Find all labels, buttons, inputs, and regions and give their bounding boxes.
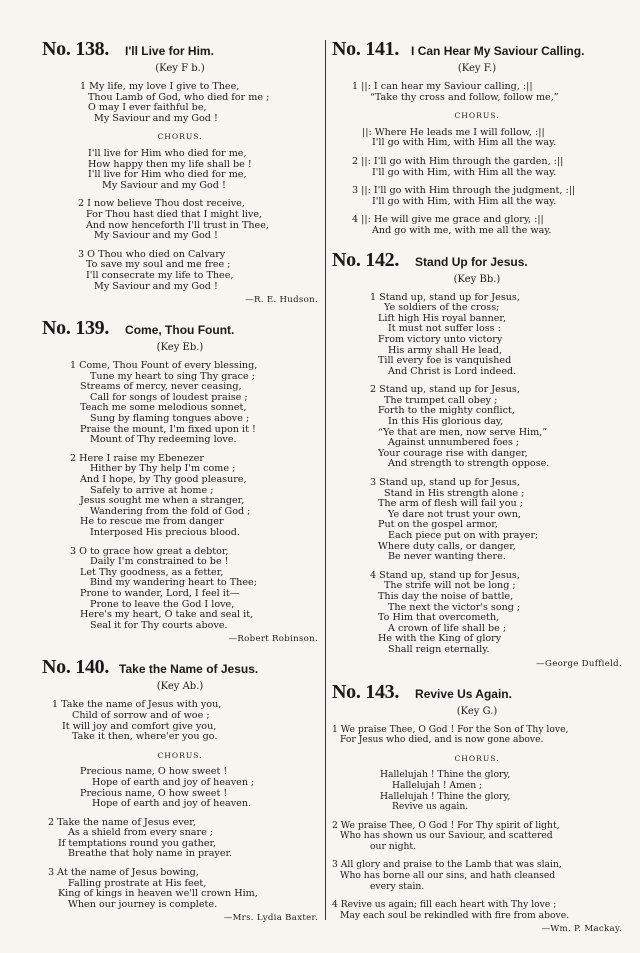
hymn-key: (Key F.) <box>457 63 497 74</box>
hymn-author: —R. E. Hudson. <box>245 295 318 306</box>
verse-line: 3 O to grace how great a debtor, <box>70 545 229 557</box>
verse-line: May each soul be rekindled with fire from above. <box>340 909 570 921</box>
verse-line: Safely to arrive at home ; <box>90 484 214 496</box>
verse-line: He to rescue me from danger <box>80 516 224 528</box>
stanza-2 <box>332 385 622 470</box>
hymn-text <box>42 82 318 292</box>
hymn-header <box>42 317 318 340</box>
stanza-3 <box>332 860 622 892</box>
chorus <box>42 767 318 809</box>
stanza-2 <box>332 821 622 853</box>
verse-line: Mount of Thy redeeming love. <box>90 434 237 446</box>
hymn-number: No. 138. <box>42 38 110 60</box>
verse-line: As a shield from every snare ; <box>68 827 214 839</box>
stanza-1 <box>42 361 318 446</box>
chorus-label: CHORUS. <box>157 132 203 142</box>
verse-line: 4 Stand up, stand up for Jesus, <box>370 569 520 581</box>
verse-line: If temptations round you gather, <box>58 837 217 849</box>
hymn-text <box>332 293 622 656</box>
stanza-3 <box>42 250 318 292</box>
stanza-3 <box>42 868 318 910</box>
verse-line: Shall reign eternally. <box>388 643 490 655</box>
verse-line: Bind my wandering heart to Thee; <box>90 577 257 589</box>
verse-line: Teach me some melodious sonnet, <box>80 402 247 414</box>
hymn-title: Revive Us Again. <box>415 686 512 701</box>
verse-line: Forth to the mighty conflict, <box>378 405 515 417</box>
verse-line: This day the noise of battle, <box>378 590 514 602</box>
hymn-142 <box>332 249 622 669</box>
chorus-label: CHORUS. <box>454 111 500 121</box>
verse-line: 3 At the name of Jesus bowing, <box>48 867 199 879</box>
chorus-line: Hallelujah ! Thine the glory, <box>380 790 511 802</box>
verse-line: Seal it for Thy courts above. <box>90 619 228 631</box>
verse-line: 1 Stand up, stand up for Jesus, <box>370 291 520 303</box>
verse-line: My Saviour and my God ! <box>94 230 218 242</box>
verse-line: 2 ||: I'll go with Him through the garden, :|| <box>352 155 564 167</box>
verse-line: “Take thy cross and follow, follow me,” <box>370 91 559 103</box>
verse-line: The trumpet call obey ; <box>384 394 498 406</box>
hymn-key: (Key F b.) <box>155 63 205 74</box>
verse-line: 1 Come, Thou Fount of every blessing, <box>70 360 258 372</box>
hymn-140 <box>42 656 318 923</box>
verse-line: The arm of flesh will fail you ; <box>378 498 523 510</box>
verse-line: Who has borne all our sins, and hath cleansed <box>340 870 556 882</box>
verse-line: Ye dare not trust your own, <box>388 508 521 520</box>
hymn-key: (Key Bb.) <box>453 273 501 285</box>
verse-line: And Christ is Lord indeed. <box>388 365 517 377</box>
hymn-text <box>42 361 318 631</box>
chorus-line: Precious name, O how sweet ! <box>80 787 228 799</box>
verse-line: Hither by Thy help I'm come ; <box>90 463 236 475</box>
chorus-line: My Saviour and my God ! <box>102 179 226 191</box>
verse-line: 2 Here I raise my Ebenezer <box>70 452 204 464</box>
verse-line: Falling prostrate at His feet, <box>68 877 207 889</box>
stanza-2 <box>42 454 318 539</box>
hymn-number: No. 143. <box>332 680 400 703</box>
verse-line: Tune my heart to sing Thy grace ; <box>90 370 255 382</box>
verse-line: 1 We praise Thee, O God ! For the Son of Thy love, <box>332 723 569 735</box>
hymn-143 <box>332 681 622 935</box>
hymn-key: (Key G.) <box>456 705 498 717</box>
verse-line: 3 Stand up, stand up for Jesus, <box>370 477 520 489</box>
verse-line: In this His glorious day, <box>388 416 504 428</box>
left-column <box>42 38 318 935</box>
hymn-title: Stand Up for Jesus. <box>415 254 528 269</box>
verse-line: It will joy and comfort give you, <box>62 720 217 732</box>
hymn-text <box>332 725 622 922</box>
verse-line: 1 ||: I can hear my Saviour calling, :|| <box>352 81 533 92</box>
hymn-title: I'll Live for Him. <box>125 44 214 58</box>
verse-line: Interposed His precious blood. <box>90 527 240 538</box>
verse-line: My Saviour and my God ! <box>94 280 218 292</box>
verse-line: And now henceforth I'll trust in Thee, <box>86 219 269 231</box>
chorus-line: I'll live for Him who died for me, <box>88 169 247 181</box>
stanza-3 <box>332 186 622 207</box>
verse-line: Who has shown us our Saviour, and scattered <box>340 830 553 842</box>
hymn-title: I Can Hear My Saviour Calling. <box>411 44 585 58</box>
verse-line: And I hope, by Thy good pleasure, <box>80 474 247 486</box>
hymn-header <box>332 249 622 272</box>
hymn-author: —Robert Robinson. <box>228 634 318 645</box>
verse-line: And go with me, with me all the way. <box>372 224 552 236</box>
verse-line: Child of sorrow and of woe ; <box>72 709 210 721</box>
verse-line: Breathe that holy name in prayer. <box>68 848 233 860</box>
verse-line: 1 My life, my love I give to Thee, <box>80 81 240 92</box>
verse-line: Jesus sought me when a stranger, <box>80 495 245 507</box>
verse-line: He with the King of glory <box>378 633 502 645</box>
chorus-label: CHORUS. <box>454 753 500 763</box>
chorus-label: CHORUS. <box>157 750 203 760</box>
hymn-author: —Mrs. Lydia Baxter. <box>223 913 318 924</box>
chorus-line: Hope of earth and joy of heaven ; <box>92 776 255 788</box>
verse-line: A crown of life shall be ; <box>388 622 507 634</box>
verse-line: Against unnumbered foes ; <box>388 437 520 449</box>
hymn-key: (Key Ab.) <box>156 681 204 693</box>
chorus <box>332 128 622 149</box>
verse-line: Prone to wander, Lord, I feel it— <box>80 587 240 599</box>
verse-line: 3 O Thou who died on Calvary <box>78 248 226 260</box>
hymn-text <box>332 82 622 237</box>
verse-line: Till every foe is vanquished <box>378 355 512 367</box>
hymn-141 <box>332 38 622 237</box>
verse-line: 4 Revive us again; fill each heart with Thy love ; <box>332 899 557 911</box>
hymn-title: Take the Name of Jesus. <box>119 662 259 677</box>
verse-line: Ye soldiers of the cross; <box>384 302 500 314</box>
verse-line: The strife will not be long ; <box>384 580 516 592</box>
chorus <box>332 770 622 812</box>
chorus <box>42 149 318 191</box>
verse-line: our night. <box>370 840 417 852</box>
verse-line: King of kings in heaven we'll crown Him, <box>58 888 258 900</box>
verse-line: 1 Take the name of Jesus with you, <box>52 699 222 711</box>
stanza-2 <box>332 157 622 178</box>
verse-line: I'll consecrate my life to Thee, <box>86 269 234 281</box>
verse-line: For Thou hast died that I might live, <box>86 208 263 220</box>
verse-line: Lift high His royal banner, <box>378 312 507 324</box>
hymn-key: (Key Eb.) <box>156 342 204 354</box>
chorus-line: Hope of earth and joy of heaven. <box>92 798 252 810</box>
hymn-number: No. 142. <box>332 248 400 271</box>
chorus-line: Revive us again. <box>392 801 469 813</box>
hymn-number: No. 139. <box>42 317 110 340</box>
chorus-line: I'll live for Him who died for me, <box>88 147 247 159</box>
verse-line: Daily I'm constrained to be ! <box>90 556 229 568</box>
stanza-2 <box>42 818 318 860</box>
stanza-1 <box>42 82 318 124</box>
verse-line: Stand in His strength alone ; <box>384 487 525 499</box>
verse-line: Prone to leave the God I love, <box>90 598 235 610</box>
verse-line: When our journey is complete. <box>68 898 218 910</box>
hymn-number: No. 141. <box>332 38 400 60</box>
hymn-header <box>42 656 318 679</box>
hymn-number: No. 140. <box>42 656 110 679</box>
verse-line: 2 Stand up, stand up for Jesus, <box>370 384 520 396</box>
hymn-139 <box>42 317 318 644</box>
hymn-text <box>42 700 318 910</box>
verse-line: O may I ever faithful be, <box>88 102 207 114</box>
verse-line: I'll go with Him, with Him all the way. <box>372 166 557 178</box>
stanza-4 <box>332 215 622 236</box>
verse-line: It must not suffer loss : <box>388 323 501 335</box>
verse-line: His army shall He lead, <box>388 344 503 356</box>
verse-line: Let Thy goodness, as a fetter, <box>80 566 224 578</box>
verse-line: From victory unto victory <box>378 333 503 345</box>
verse-line: Wandering from the fold of God ; <box>90 505 251 517</box>
verse-line: 2 I now believe Thou dost receive, <box>78 198 245 210</box>
verse-line: And strength to strength oppose. <box>388 458 550 470</box>
stanza-1 <box>332 82 622 103</box>
verse-line: I'll go with Him, with Him all the way. <box>372 195 557 207</box>
verse-line: 2 Take the name of Jesus ever, <box>48 816 196 828</box>
stanza-1 <box>332 293 622 378</box>
stanza-3 <box>42 547 318 632</box>
verse-line: Streams of mercy, never ceasing, <box>80 381 242 393</box>
stanza-4 <box>332 571 622 656</box>
verse-line: Thou Lamb of God, who died for me ; <box>88 91 270 103</box>
chorus-line: Hallelujah ! Amen ; <box>392 779 483 791</box>
verse-line: Your courage rise with danger, <box>378 447 528 459</box>
verse-line: Take it then, where'er you go. <box>72 731 218 743</box>
hymn-header <box>42 38 318 61</box>
stanza-1 <box>42 700 318 742</box>
verse-line: Call for songs of loudest praise ; <box>90 391 248 403</box>
verse-line: Be never wanting there. <box>388 551 506 563</box>
stanza-1 <box>332 725 622 746</box>
verse-line: Put on the gospel armor, <box>378 519 498 531</box>
verse-line: To Him that overcometh, <box>378 612 500 624</box>
verse-line: The next the victor's song ; <box>388 601 521 613</box>
verse-line: Here's my heart, O take and seal it, <box>80 609 254 621</box>
verse-line: To save my soul and me free ; <box>86 259 231 271</box>
verse-line: Sung by flaming tongues above ; <box>90 413 250 425</box>
hymn-author: —Wm. P. Mackay. <box>541 924 622 935</box>
chorus-line: I'll go with Him, with Him all the way. <box>372 137 557 149</box>
hymn-header <box>332 681 622 704</box>
hymn-title: Come, Thou Fount. <box>125 323 235 338</box>
chorus-line: Precious name, O how sweet ! <box>80 766 228 778</box>
stanza-2 <box>42 199 318 241</box>
right-column <box>332 38 622 946</box>
hymn-author: —George Duffield. <box>536 658 622 669</box>
verse-line: every stain. <box>370 880 425 892</box>
hymn-138 <box>42 38 318 305</box>
chorus-line: How happy then my life shall be ! <box>88 158 252 170</box>
chorus-line: Hallelujah ! Thine the glory, <box>380 769 511 781</box>
chorus-line: ||: Where He leads me I will follow, :|| <box>362 126 545 138</box>
verse-line: 4 ||: He will give me grace and glory, :|| <box>352 214 544 226</box>
column-divider <box>325 40 326 920</box>
verse-line: 3 ||: I'll go with Him through the judgment, :|| <box>352 185 576 197</box>
hymn-header <box>332 38 622 61</box>
stanza-3 <box>332 478 622 563</box>
verse-line: Each piece put on with prayer; <box>388 530 539 541</box>
verse-line: 2 We praise Thee, O God ! For Thy spirit of light, <box>332 819 560 831</box>
verse-line: 3 All glory and praise to the Lamb that was slain, <box>332 859 562 871</box>
verse-line: “Ye that are men, now serve Him,” <box>378 426 548 438</box>
verse-line: Where duty calls, or danger, <box>378 540 516 552</box>
stanza-4 <box>332 900 622 921</box>
verse-line: My Saviour and my God ! <box>94 112 218 124</box>
verse-line: For Jesus who died, and is now gone above. <box>340 734 544 746</box>
verse-line: Praise the mount, I'm fixed upon it ! <box>80 423 256 435</box>
